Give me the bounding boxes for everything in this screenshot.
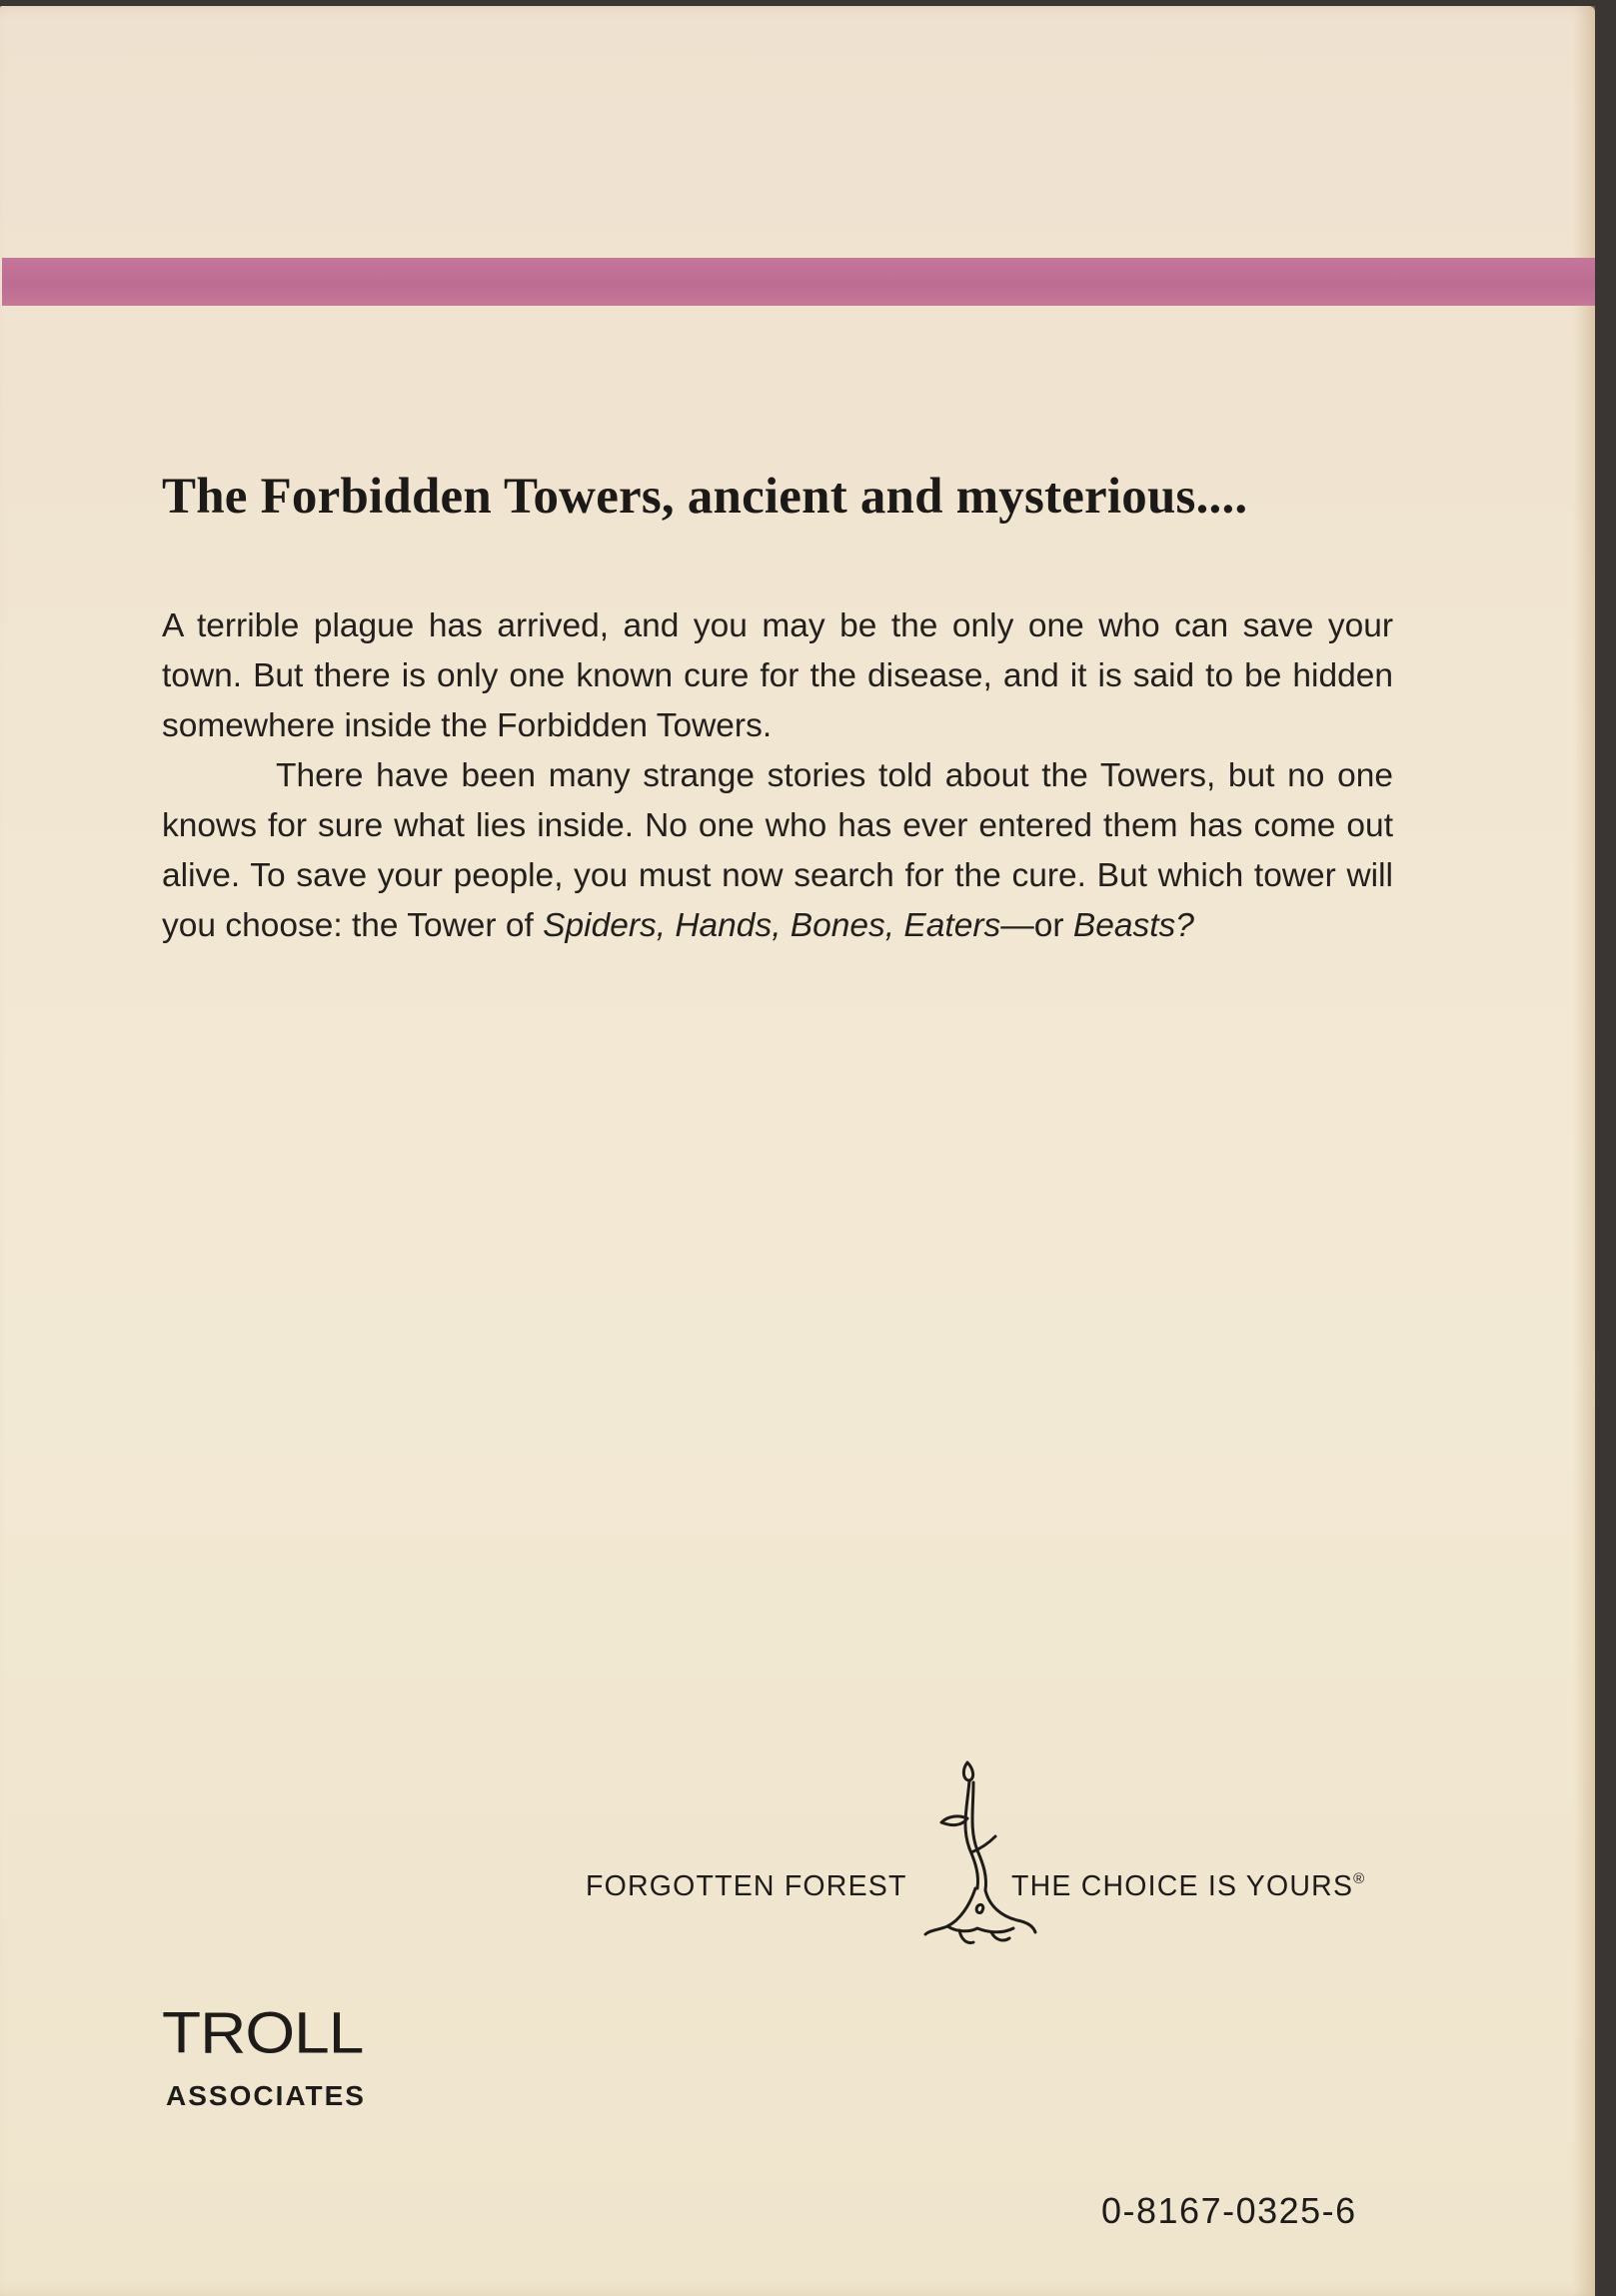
series-tagline-text: THE CHOICE IS YOURS	[1011, 1870, 1354, 1902]
blurb-paragraph-1: A terrible plague has arrived, and you may be the only one who can save your town. But there is only one known cure for the disease, and it is said to be hidden somewhere inside the Forbidden Towers.	[162, 607, 1393, 744]
registered-mark: ®	[1353, 1870, 1365, 1887]
isbn-number: 0-8167-0325-6	[1101, 2190, 1357, 2231]
page-edge-shading	[1573, 6, 1595, 2296]
tree-branch-icon	[917, 1756, 1037, 1956]
series-name-label: FORGOTTEN FOREST	[586, 1870, 907, 1902]
tower-beasts-italic: Beasts?	[1072, 907, 1194, 944]
blurb-paragraph-2-mid: —or	[1000, 907, 1073, 944]
publisher-subtitle: ASSOCIATES	[166, 2080, 366, 2111]
tower-names-italic: Spiders, Hands, Bones, Eaters	[543, 907, 1001, 944]
book-back-cover	[0, 6, 1595, 2296]
cover-headline: The Forbidden Towers, ancient and mysterious....	[162, 469, 1248, 525]
blurb-text	[162, 601, 1393, 951]
blurb-paragraph-2	[162, 751, 1393, 951]
publisher-logo: TROLL	[162, 1998, 364, 2066]
pink-band-divider	[2, 258, 1595, 306]
blurb-paragraph-2-start: There have been many strange stories told about the Towers, but no one knows for sure what lies inside. No one who has ever entered them has come out alive. To save your people, you must now search for the cure. But which tower will you choose: the Tower of	[162, 757, 1393, 944]
series-tagline	[1011, 1870, 1364, 1903]
